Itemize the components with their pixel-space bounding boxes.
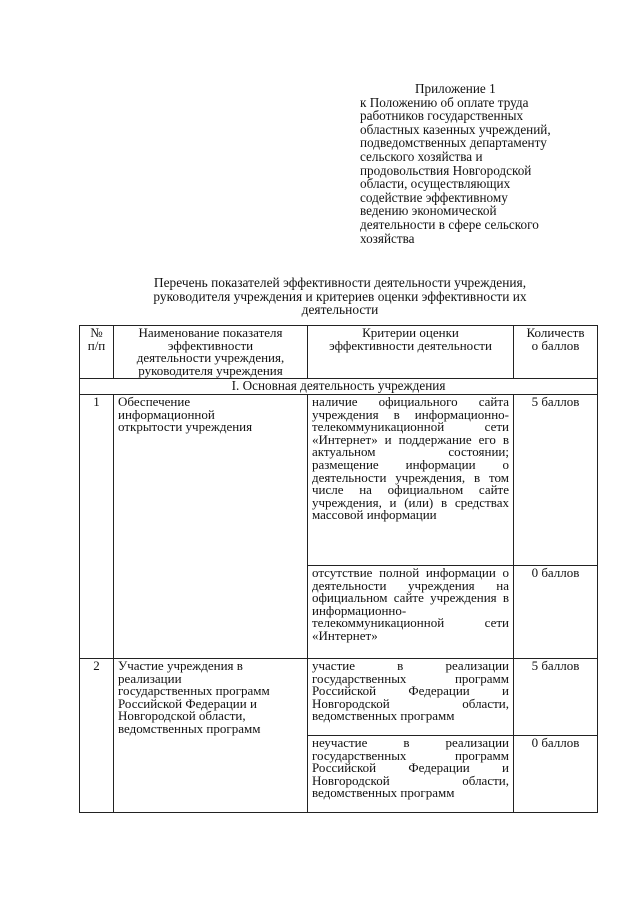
score-value: 5 баллов [514,658,598,735]
criteria-text-content: участие в реализации государственных программ Российской Федерации и Новгородской области, ведомственных программ [312,657,509,724]
header-criteria: Критерии оценки эффективности деятельности [308,326,514,379]
indicator-name: Участие учреждения в реализации государственных программ Российской Федерации и Новгородской области, ведомственных программ [114,658,308,812]
appendix-text: к Положению об оплате труда работников государственных областных казенных учреждений, подведомственных департаменту сельского хозяйства и продовольствия Новгородской области, осуществляющих содействие эффективному ведению экономической деятельности в сфере сельского хозяйства [360,94,551,246]
document-title: Перечень показателей эффективности деятельности учреждения, руководителя учреждения и критериев оценки эффективности их деятельности [153,275,527,318]
criteria-text-content: наличие официального сайта учреждения в информационно-телекоммуникационной сети «Интернет» и поддержание его в актуальном состоянии; размещение информации о деятельности учреждения, в том числе на официальном сайте учреждения, и (или) в средствах массовой информации [312,393,509,523]
table-row [80,658,598,735]
appendix-note [360,82,600,245]
header-score: Количеств о баллов [514,326,598,379]
row-number: 2 [80,658,114,812]
section-title: I. Основная деятельность учреждения [80,379,598,395]
criteria-text [308,658,514,735]
header-num: № п/п [80,326,114,379]
table-header-row [80,326,598,379]
indicator-name: Обеспечение информационной открытости учреждения [114,394,308,658]
appendix-title: Приложение 1 [415,81,496,96]
table-row [80,394,598,565]
criteria-table [79,325,598,813]
criteria-text [308,735,514,812]
score-value: 0 баллов [514,565,598,658]
section-row [80,379,598,395]
score-value: 5 баллов [514,394,598,565]
criteria-text-content: неучастие в реализации государственных программ Российской Федерации и Новгородской области, ведомственных программ [312,734,509,801]
criteria-text-content: отсутствие полной информации о деятельности учреждения на официальном сайте учреждения в информационно-телекоммуникационной сети «Интернет» [312,564,509,643]
criteria-text [308,565,514,658]
score-value: 0 баллов [514,735,598,812]
header-indicator-name: Наименование показателя эффективности деятельности учреждения, руководителя учреждения [114,326,308,379]
criteria-text [308,394,514,565]
row-number: 1 [80,394,114,658]
